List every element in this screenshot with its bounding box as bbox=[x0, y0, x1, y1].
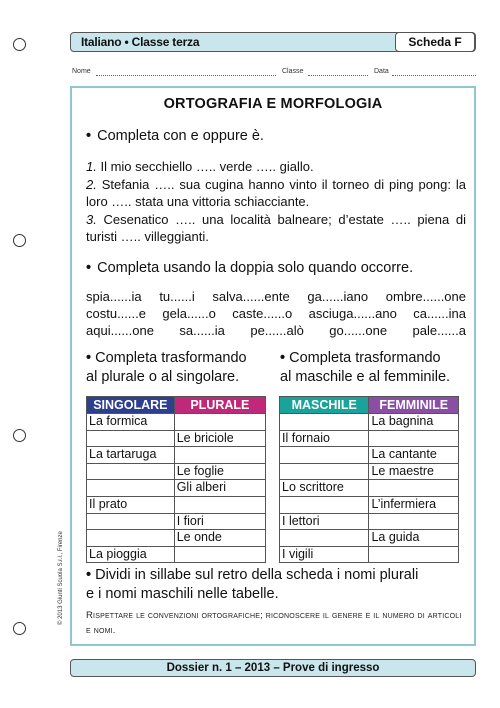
table-cell[interactable]: Gli alberi bbox=[174, 480, 265, 497]
word-line: aqui......one sa......ia pe......alò go......one pale......a bbox=[86, 323, 466, 338]
exercise-sheet bbox=[70, 86, 476, 646]
table-cell[interactable]: La cantante bbox=[369, 447, 459, 464]
table-cell[interactable]: Le briciole bbox=[174, 430, 265, 447]
table-cell[interactable]: L’infermiera bbox=[369, 496, 459, 513]
binder-hole bbox=[13, 429, 26, 442]
name-label: Nome bbox=[72, 68, 91, 75]
table-cell[interactable] bbox=[369, 513, 459, 530]
exercise-1-heading-text: Completa con e oppure è. bbox=[97, 128, 264, 144]
footer-bar: Dossier n. 1 – 2013 – Prove di ingresso bbox=[70, 659, 476, 677]
exercise-1-line: 3. Cesenatico ….. una località balneare; d’estate ….. piena di turisti ….. villeggianti. bbox=[86, 211, 466, 244]
table-cell[interactable]: I fiori bbox=[174, 513, 265, 530]
masculine-feminine-table bbox=[279, 396, 459, 563]
table-cell[interactable] bbox=[280, 496, 369, 513]
table-row bbox=[87, 513, 266, 530]
table-cell[interactable] bbox=[87, 430, 175, 447]
column-header-femminile: FEMMINILE bbox=[369, 397, 459, 414]
column-header-maschile: MASCHILE bbox=[280, 397, 369, 414]
table-cell[interactable] bbox=[280, 414, 369, 431]
binder-hole bbox=[13, 234, 26, 247]
table-cell[interactable]: I lettori bbox=[280, 513, 369, 530]
exercise-2-heading-text: Completa usando la doppia solo quando occorre. bbox=[97, 260, 414, 276]
exercise-2-heading bbox=[86, 260, 413, 276]
table-cell[interactable] bbox=[87, 480, 175, 497]
table-cell[interactable] bbox=[369, 546, 459, 563]
table-row bbox=[280, 513, 459, 530]
binder-hole bbox=[13, 38, 26, 51]
table-cell[interactable]: La guida bbox=[369, 530, 459, 547]
table-row bbox=[280, 430, 459, 447]
table-cell[interactable] bbox=[174, 447, 265, 464]
table-cell[interactable]: Lo scrittore bbox=[280, 480, 369, 497]
exercise-1-line: 1. Il mio secchiello ….. verde ….. giallo. bbox=[86, 159, 314, 174]
class-field[interactable] bbox=[308, 75, 368, 76]
exercise-1-line: 2. Stefania ….. sua cugina hanno vinto il torneo di ping pong: la loro ….. stata una vittoria schiacciante. bbox=[86, 176, 466, 209]
table-row bbox=[87, 496, 266, 513]
table-cell[interactable] bbox=[174, 546, 265, 563]
column-header-plurale: PLURALE bbox=[174, 397, 265, 414]
table-cell[interactable] bbox=[174, 496, 265, 513]
table-cell[interactable]: Le maestre bbox=[369, 463, 459, 480]
binder-hole bbox=[13, 622, 26, 635]
table-cell[interactable]: I vigili bbox=[280, 546, 369, 563]
table-row bbox=[280, 414, 459, 431]
table-row bbox=[87, 480, 266, 497]
table-cell[interactable]: Il fornaio bbox=[280, 430, 369, 447]
table-row bbox=[280, 447, 459, 464]
date-label: Data bbox=[374, 68, 389, 75]
name-field[interactable] bbox=[96, 75, 276, 76]
bullet-icon: • bbox=[86, 128, 92, 144]
singular-plural-table bbox=[86, 396, 266, 563]
page-title: ORTOGRAFIA E MORFOLOGIA bbox=[163, 96, 383, 112]
subject-label: Italiano • Classe terza bbox=[81, 35, 200, 49]
table-row bbox=[87, 430, 266, 447]
exercise-5-heading: • Dividi in sillabe sul retro della scheda i nomi plurali e i nomi maschili nelle tabelle. bbox=[86, 567, 419, 602]
table-row bbox=[280, 530, 459, 547]
column-header-singolare: SINGOLARE bbox=[87, 397, 175, 414]
table-cell[interactable] bbox=[174, 414, 265, 431]
table-row bbox=[87, 530, 266, 547]
bullet-icon: • bbox=[280, 350, 290, 366]
word-line: spia......ia tu......i salva......ente ga......iano ombre......one bbox=[86, 289, 466, 304]
teacher-note: Rispettare le convenzioni ortografiche; riconoscere il genere e il numero di articoli e nomi. bbox=[86, 610, 462, 636]
bullet-icon: • bbox=[86, 567, 96, 583]
word-line: costu......e gela......o caste......o asciuga......ano ca......ina bbox=[86, 306, 466, 321]
table-cell[interactable]: La tartaruga bbox=[87, 447, 175, 464]
header-bar bbox=[70, 32, 476, 52]
exercise-1-text bbox=[86, 158, 466, 246]
table-cell[interactable] bbox=[87, 530, 175, 547]
table-row bbox=[87, 546, 266, 563]
table-cell[interactable] bbox=[369, 430, 459, 447]
table-cell[interactable] bbox=[280, 447, 369, 464]
table-cell[interactable]: Le foglie bbox=[174, 463, 265, 480]
table-row bbox=[87, 463, 266, 480]
table-cell[interactable]: La pioggia bbox=[87, 546, 175, 563]
sheet-label: Scheda F bbox=[395, 32, 475, 52]
bullet-icon: • bbox=[86, 350, 96, 366]
exercise-1-heading bbox=[86, 128, 264, 144]
exercise-3-heading: • Completa trasformando al plurale o al singolare. bbox=[86, 350, 247, 385]
table-row bbox=[280, 480, 459, 497]
table-cell[interactable] bbox=[280, 530, 369, 547]
bullet-icon: • bbox=[86, 260, 92, 276]
table-cell[interactable]: La formica bbox=[87, 414, 175, 431]
date-field[interactable] bbox=[392, 75, 476, 76]
class-label: Classe bbox=[282, 68, 304, 75]
table-cell[interactable] bbox=[87, 463, 175, 480]
table-cell[interactable] bbox=[280, 463, 369, 480]
exercise-4-heading: • Completa trasformando al maschile e al femminile. bbox=[280, 350, 451, 385]
table-cell[interactable] bbox=[87, 513, 175, 530]
table-cell[interactable] bbox=[369, 480, 459, 497]
table-row bbox=[280, 546, 459, 563]
table-cell[interactable]: Le onde bbox=[174, 530, 265, 547]
table-cell[interactable]: La bagnina bbox=[369, 414, 459, 431]
table-row bbox=[87, 414, 266, 431]
table-row bbox=[280, 463, 459, 480]
table-row bbox=[87, 447, 266, 464]
table-row bbox=[280, 496, 459, 513]
table-cell[interactable]: Il prato bbox=[87, 496, 175, 513]
exercise-2-words bbox=[86, 288, 466, 339]
